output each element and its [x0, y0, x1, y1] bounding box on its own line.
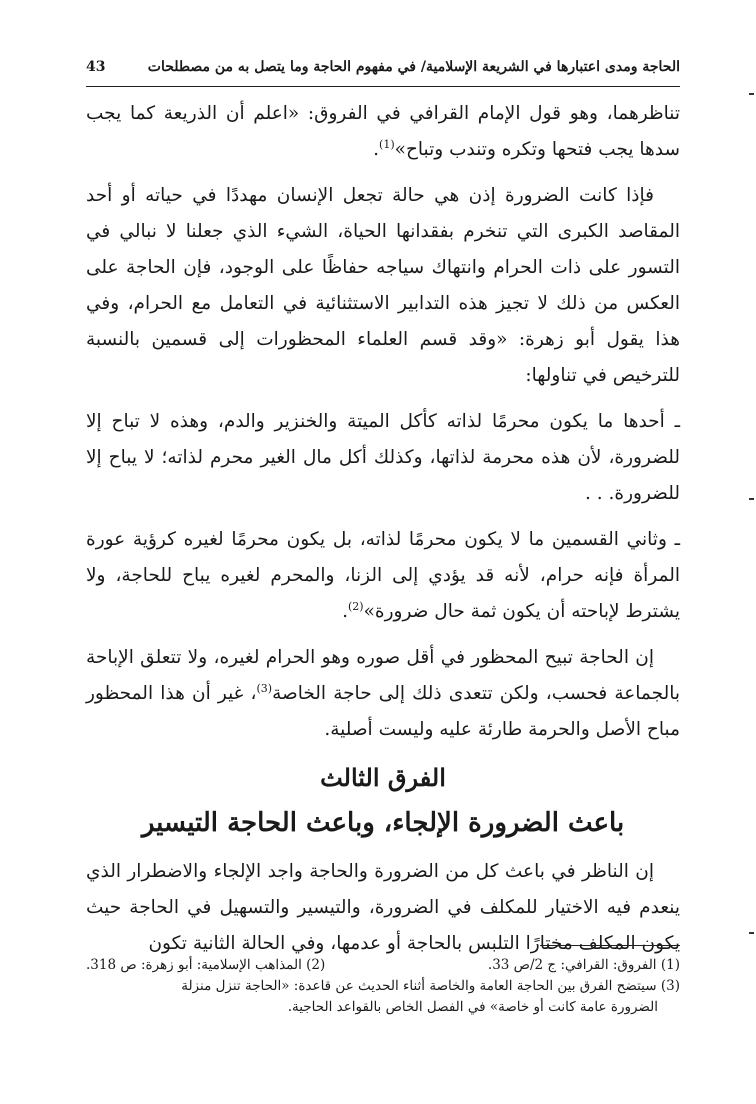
paragraph-1	[86, 96, 680, 168]
footnote-ref-3[interactable]: (3)	[256, 681, 273, 695]
paragraph-1-text: تناظرهما، وهو قول الإمام القرافي في الفروق: «اعلم أن الذريعة كما يجب سدها يجب فتحها وتكره وتندب وتباح»	[86, 103, 680, 160]
footnote-3-continued: الضرورة عامة كانت أو خاصة» في الفصل الخاص بالقواعد الحاجية.	[287, 999, 658, 1015]
margin-mark	[749, 932, 754, 934]
paragraph-5-text-a: إن الحاجة تبيح المحظور في أقل صوره وهو الحرام لغيره، ولا تتعلق الإباحة بالجماعة فحسب، ولكن تتعدى ذلك إلى حاجة الخاصة	[86, 647, 680, 704]
section-subheading: باعث الضرورة الإلجاء، وباعث الحاجة التيسير	[141, 808, 625, 838]
paragraph-4-end: .	[342, 601, 348, 622]
paragraph-5-text-b: ، غير أن هذا المحظور مباح الأصل والحرمة طارئة عليه وليست أصلية.	[86, 683, 680, 740]
footnotes	[86, 955, 680, 1018]
footnote-ref-1[interactable]: (1)	[379, 137, 395, 151]
footnote-2: (2) المذاهب الإسلامية: أبو زهرة: ص 318.	[86, 957, 326, 973]
paragraph-1-end: .	[373, 139, 380, 160]
body-text	[86, 96, 680, 972]
margin-mark	[749, 498, 754, 500]
paragraph-4	[86, 522, 680, 630]
running-title: الحاجة ومدى اعتبارها في الشريعة الإسلامية/ في مفهوم الحاجة وما يتصل به من مصطلحات	[147, 59, 680, 75]
paragraph-3: ـ أحدها ما يكون محرمًا لذاته كأكل الميتة والخنزير والدم، وهذه لا تباح إلا للضرورة، لأن هذه محرمة لذاتها، وكذلك أكل مال الغير محرم لذاته؛ لا يباح إلا للضرورة. . .	[86, 411, 680, 504]
paragraph-2: فإذا كانت الضرورة إذن هي حالة تجعل الإنسان مهددًا في حياته أو أحد المقاصد الكبرى التي تنخرم بفقدانها الحياة، الشيء الذي جعلنا لا نبالي في التسور على ذات الحرام وانتهاك سياجه حفاظًا على الوجود، فإن الحاجة على العكس من ذلك لا تجيز هذه التدابير الاستثنائية في التعامل مع الحرام، وفي هذا يقول أبو زهرة: «وقد قسم العلماء المحظورات إلى قسمين بالنسبة للترخيص في تناولها:	[86, 185, 680, 386]
header-rule	[86, 86, 680, 87]
section-heading: الفرق الثالث	[320, 763, 446, 792]
footnote-rule	[540, 945, 680, 946]
page-number: 43	[86, 59, 106, 75]
paragraph-5	[86, 640, 680, 748]
footnote-1: (1) الفروق: القرافي: ج 2/ص 33.	[487, 957, 680, 973]
paragraph-4-text: ـ وثاني القسمين ما لا يكون محرمًا لذاته، بل يكون محرمًا لغيره كرؤية عورة المرأة فإنه حرام، لأنه قد يؤدي إلى الزنا، والمحرم لغيره يباح للحاجة، ولا يشترط لإباحته أن يكون ثمة حال ضرورة»	[86, 529, 680, 622]
footnote-3: (3) سيتضح الفرق بين الحاجة العامة والخاصة أثناء الحديث عن قاعدة: «الحاجة تنزل منزلة	[181, 978, 680, 994]
paragraph-6: إن الناظر في باعث كل من الضرورة والحاجة واجد الإلجاء والاضطرار الذي ينعدم فيه الاختيار للمكلف في الضرورة، والتيسير والتسهيل في الحاجة حيث يكون المكلف مختارًا التلبس بالحاجة أو عدمها، وفي الحالة الثانية تكون	[86, 861, 680, 954]
running-header	[86, 52, 680, 82]
footnote-ref-2[interactable]: (2)	[347, 599, 364, 613]
footnote-row-1	[86, 955, 680, 976]
margin-mark	[749, 93, 754, 95]
